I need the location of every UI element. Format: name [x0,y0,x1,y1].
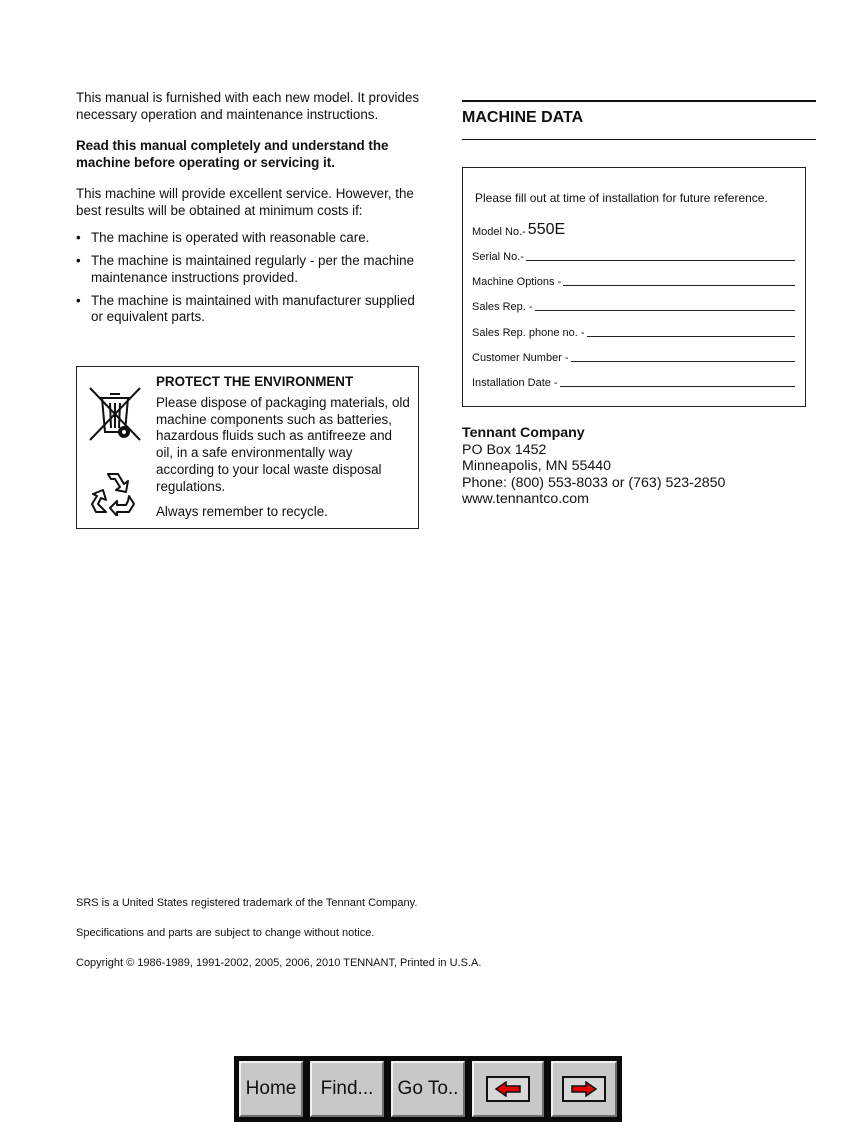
copyright-note: Copyright © 1986-1989, 1991-2002, 2005, 2006, 2010 TENNANT, Printed in U.S.A. [76,957,482,969]
field-value: 550E [527,221,566,238]
field-label: Customer Number - [472,352,569,364]
field-label: Model No.- [472,226,526,238]
company-website: www.tennantco.com [462,491,589,508]
fill-in-line [560,372,795,387]
recycle-icon [88,466,138,516]
intro-service-paragraph: This machine will provide excellent service. However, the best results will be obtained at minimum costs if: [76,186,414,218]
next-page-button[interactable] [551,1061,617,1117]
list-item: • The machine is operated with reasonable care. [76,230,370,245]
field-label: Sales Rep. - [472,301,533,313]
trademark-note: SRS is a United States registered trademark of the Tennant Company. [76,897,418,909]
address-line: PO Box 1452 [462,441,547,458]
divider [462,139,816,140]
field-label: Installation Date - [472,377,558,389]
sales-rep-field [472,295,795,313]
care-list [76,230,421,332]
customer-number-field [472,346,795,364]
field-label: Serial No.- [472,251,524,263]
environment-title: PROTECT THE ENVIRONMENT [156,374,354,389]
machine-options-field [472,270,795,288]
previous-page-button[interactable] [472,1061,544,1117]
divider [462,100,816,102]
fill-in-line [587,322,795,337]
crossed-out-bin-icon [86,384,144,446]
model-number-field [472,220,795,238]
navigation-bar [234,1056,622,1122]
fill-in-line [535,296,795,311]
recycle-reminder: Always remember to recycle. [156,504,328,519]
serial-number-field [472,245,795,263]
bullet: • [76,292,81,308]
company-name: Tennant Company [462,425,585,441]
go-to-button[interactable]: Go To.. [391,1061,465,1117]
company-address [462,425,725,508]
company-phone: Phone: (800) 553-8033 or (763) 523-2850 [462,474,726,491]
find-button[interactable]: Find... [310,1061,384,1117]
fill-in-line [563,271,795,286]
field-label: Sales Rep. phone no. - [472,327,585,339]
sales-rep-phone-field [472,321,795,339]
form-note: Please fill out at time of installation for future reference. [475,191,768,205]
home-button[interactable]: Home [239,1061,303,1117]
bullet: • [76,230,81,245]
installation-date-field [472,371,795,389]
fill-in-line [571,347,795,362]
field-label: Machine Options - [472,276,562,288]
forward-arrow-icon [571,1081,597,1097]
environment-text: Please dispose of packaging materials, old machine components such as batteries, hazardous fluids such as antifreeze and oil, in a safe environmentally way according to your local waste disposal regulations. [156,395,410,494]
address-line: Minneapolis, MN 55440 [462,458,612,475]
bullet: • [76,253,81,268]
list-item: • The machine is maintained regularly - per the machine maintenance instructions provided. [76,253,415,285]
fill-in-line [526,246,795,261]
intro-warning: Read this manual completely and understand the machine before operating or servicing it. [76,138,389,170]
back-arrow-icon [495,1081,521,1097]
machine-data-title: MACHINE DATA [462,109,584,126]
intro-paragraph: This manual is furnished with each new model. It provides necessary operation and maintenance instructions. [76,90,420,122]
specs-note: Specifications and parts are subject to change without notice. [76,927,375,939]
list-item: • The machine is maintained with manufacturer supplied or equivalent parts. [76,292,415,324]
